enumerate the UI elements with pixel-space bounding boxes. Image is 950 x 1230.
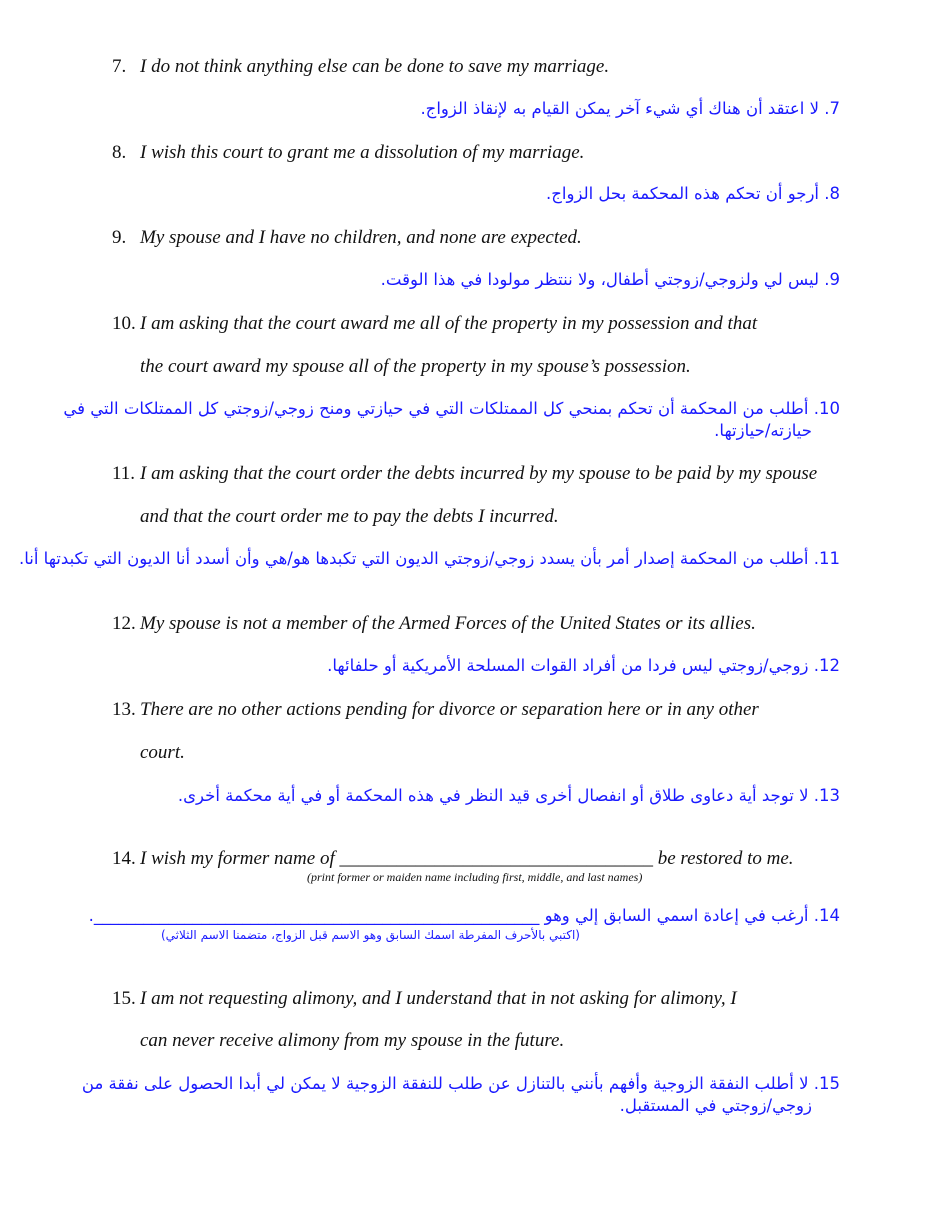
item-8-arabic: 8. أرجو أن تحكم هذه المحكمة بحل الزواج. — [546, 184, 840, 203]
item-12-arabic: 12. زوجي/زوجتي ليس فردا من أفراد القوات المسلحة الأمريكية أو حلفائها. — [327, 656, 840, 675]
item-13-number: 13. — [112, 699, 136, 720]
item-8-english — [112, 142, 584, 164]
item-14-text-after: be restored to me. — [657, 848, 794, 869]
item-13-text-line-2: court. — [140, 742, 185, 763]
item-13-arabic: 13. لا توجد أية دعاوى طلاق أو انفصال أخرى قيد النظر في هذه المحكمة أو في أية محكمة أخرى. — [177, 786, 840, 805]
item-12-english — [112, 613, 756, 635]
item-8-number: 8. — [112, 142, 127, 163]
item-9-text: My spouse and I have no children, and none are expected. — [140, 227, 582, 248]
item-13-text-line-1: There are no other actions pending for divorce or separation here or in any other — [140, 699, 759, 720]
item-14-english — [112, 848, 794, 870]
item-7-english — [112, 56, 609, 78]
item-11-text-line-1: I am asking that the court order the debts incurred by my spouse to be paid by my spouse — [140, 463, 818, 484]
item-14-number: 14. — [112, 848, 136, 869]
item-15-text-line-1: I am not requesting alimony, and I understand that in not asking for alimony, I — [140, 988, 737, 1009]
item-11-number: 11. — [112, 463, 136, 484]
item-14-arabic-note: (اكتبي بالأحرف المفرطة اسمك السابق وهو الاسم قبل الزواج، متضمنا الاسم الثلاثي) — [160, 928, 580, 942]
item-15-english — [112, 988, 737, 1010]
item-15-arabic-line-2: زوجي/زوجتي في المستقبل. — [619, 1096, 812, 1115]
item-12-text: My spouse is not a member of the Armed Forces of the United States or its allies. — [140, 613, 756, 634]
item-15-text-line-2: can never receive alimony from my spouse in the future. — [140, 1030, 565, 1051]
former-name-blank[interactable]: _________________________________ — [339, 848, 653, 869]
item-7-arabic: 7. لا اعتقد أن هناك أي شيء آخر يمكن القيام به لإنقاذ الزواج. — [420, 99, 840, 118]
item-10-text-line-2: the court award my spouse all of the property in my spouse’s possession. — [140, 356, 691, 377]
item-11-text-line-2: and that the court order me to pay the debts I incurred. — [140, 506, 559, 527]
item-10-arabic-line-1: 10. أطلب من المحكمة أن تحكم بمنحي كل الممتلكات التي في حيازتي ومنح زوجي/زوجتي كل الممتلكات التي في — [63, 399, 840, 418]
item-14-instruction-note: (print former or maiden name including first, middle, and last names) — [307, 870, 643, 884]
item-15-arabic-line-1: 15. لا أطلب النفقة الزوجية وأفهم بأنني بالتنازل عن طلب للنفقة الزوجية لا يمكن لي أبدا الحصول على نفقة من — [81, 1074, 840, 1093]
item-10-number: 10. — [112, 313, 136, 334]
item-10-english — [112, 313, 757, 335]
item-7-number: 7. — [112, 56, 127, 77]
item-10-text-line-1: I am asking that the court award me all of the property in my possession and that — [140, 313, 758, 334]
item-9-english — [112, 227, 582, 249]
item-12-number: 12. — [112, 613, 136, 634]
item-10-arabic-line-2: حيازته/حيازتها. — [714, 421, 812, 440]
item-15-number: 15. — [112, 988, 136, 1009]
item-7-text: I do not think anything else can be done to save my marriage. — [140, 56, 610, 77]
item-11-english — [112, 463, 817, 485]
item-11-arabic: 11. أطلب من المحكمة إصدار أمر بأن يسدد زوجي/زوجتي الديون التي تكبدها هو/هي وأن أسدد أنا الديون التي تكبدتها أنا. — [18, 549, 840, 568]
item-14-text-before: I wish my former name of — [140, 848, 335, 869]
item-8-text: I wish this court to grant me a dissolution of my marriage. — [140, 142, 585, 163]
item-13-english — [112, 699, 759, 721]
item-14-arabic[interactable]: 14. أرغب في إعادة اسمي السابق إلي وهو ______________________________________________________. — [88, 906, 840, 925]
item-9-number: 9. — [112, 227, 127, 248]
item-9-arabic: 9. ليس لي ولزوجي/زوجتي أطفال، ولا ننتظر مولودا في هذا الوقت. — [380, 270, 840, 289]
